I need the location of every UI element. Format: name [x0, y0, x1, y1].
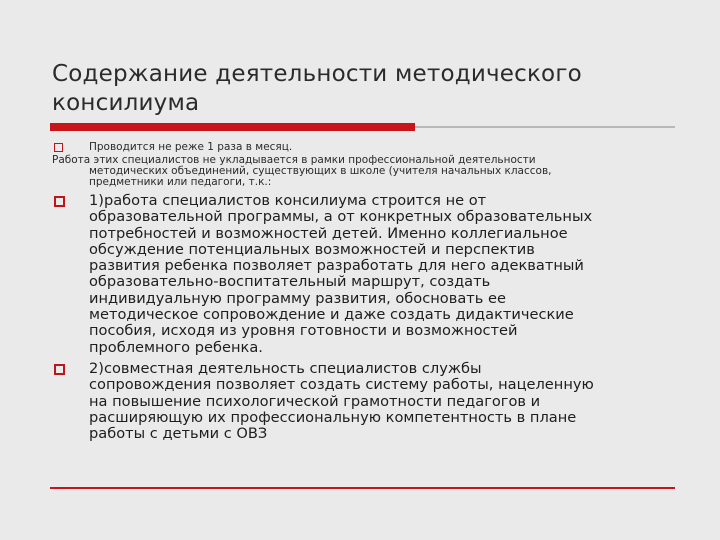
paragraph-line: образовательной программы, а от конкретных образовательных	[89, 208, 593, 226]
paragraph-line: на повышение психологической грамотности педагогов и	[89, 392, 541, 410]
title-accent-bar	[50, 123, 415, 131]
paragraph-line: развития ребенка позволяет разработать для него адекватный	[89, 257, 584, 275]
footer-divider	[50, 487, 675, 489]
bullet-paragraph-1	[89, 193, 669, 356]
title-line: консилиума	[52, 90, 200, 116]
intro-text-line: Работа этих специалистов не укладывается в рамки профессиональной деятельности	[52, 154, 536, 166]
paragraph-line: методическое сопровождение и даже создать дидактические	[89, 306, 574, 324]
intro-bullet-text: Проводится не реже 1 раза в месяц.	[89, 141, 293, 153]
square-bullet-icon	[54, 364, 65, 375]
paragraph-line: образовательно-воспитательный маршрут, создать	[89, 273, 491, 291]
paragraph-line: сопровождения позволяет создать систему работы, нацеленную	[89, 376, 594, 394]
intro-text-line: методических объединений, существующих в школе (учителя начальных классов,	[89, 165, 552, 177]
paragraph-line: потребностей и возможностей детей. Именно коллегиальное	[89, 224, 568, 242]
square-bullet-icon	[54, 196, 65, 207]
slide-title	[52, 60, 672, 118]
paragraph-line: работы с детьми с ОВЗ	[89, 425, 268, 443]
title-line: Содержание деятельности методического	[52, 61, 582, 87]
intro-text-line: предметники или педагоги, т.к.:	[89, 176, 272, 188]
paragraph-line: пособия, исходя из уровня готовности и возможностей	[89, 322, 518, 340]
square-bullet-icon	[54, 143, 63, 152]
paragraph-line: 1)работа специалистов консилиума строится не от	[89, 192, 487, 209]
paragraph-line: обсуждение потенциальных возможностей и перспектив	[89, 240, 535, 258]
bullet-paragraph-2	[89, 361, 669, 442]
paragraph-line: индивидуальную программу развития, обосновать ее	[89, 289, 506, 307]
paragraph-line: 2)совместная деятельность специалистов службы	[89, 360, 482, 377]
paragraph-line: расширяющую их профессиональную компетентность в плане	[89, 408, 577, 426]
paragraph-line: проблемного ребенка.	[89, 338, 263, 356]
